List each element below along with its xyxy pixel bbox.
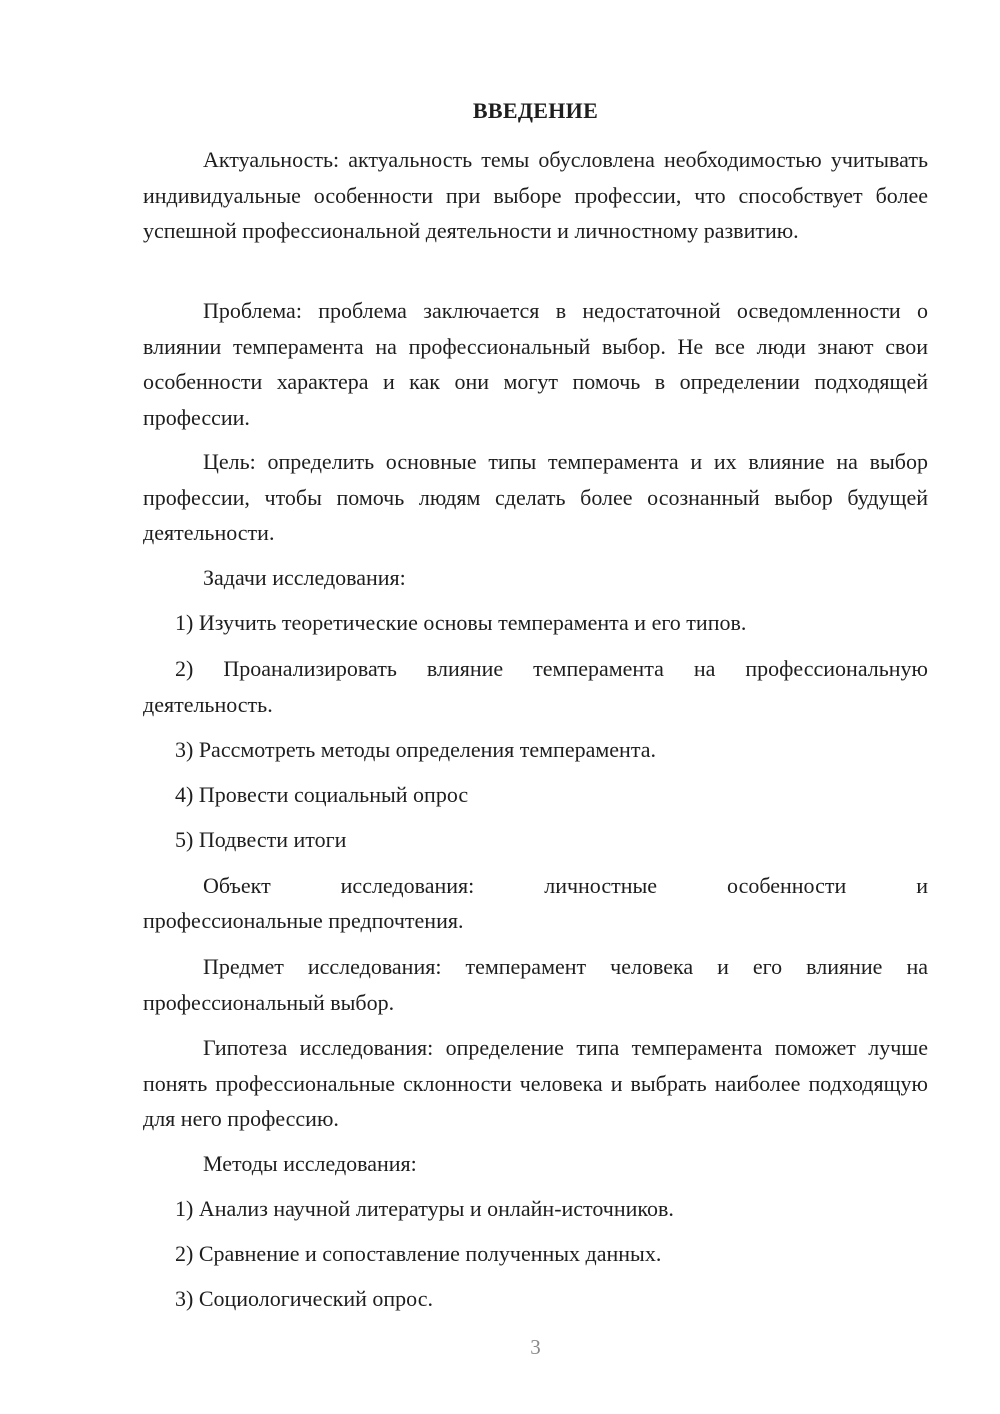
method-item-3: 3) Социологический опрос. — [175, 1286, 433, 1311]
paragraph-subject: Предмет исследования: темперамент человека и его влияние на профессиональный выбор. — [143, 954, 928, 1015]
paragraph-object-line-2: профессиональные предпочтения. — [143, 908, 464, 933]
page-number: 3 — [530, 1335, 541, 1359]
methods-heading: Методы исследования: — [203, 1151, 417, 1176]
paragraph-relevance: Актуальность: актуальность темы обусловлена необходимостью учитывать индивидуальные особенности при выборе профессии, что способствует более успешной профессиональной деятельности и личностному развитию. — [143, 147, 928, 243]
task-item-4: 4) Провести социальный опрос — [175, 782, 469, 807]
tasks-heading: Задачи исследования: — [203, 565, 406, 590]
task-item-2: 2) Проанализировать влияние темперамента на профессиональную деятельность. — [143, 656, 928, 717]
task-item-3: 3) Рассмотреть методы определения темперамента. — [175, 737, 656, 762]
paragraph-problem: Проблема: проблема заключается в недостаточной осведомленности о влиянии темперамента на профессиональный выбор. Не все люди знают свои особенности характера и как они могут помочь в определении подходящей профессии. — [143, 298, 928, 430]
method-item-1: 1) Анализ научной литературы и онлайн-источников. — [175, 1196, 674, 1221]
task-item-1: 1) Изучить теоретические основы темперамента и его типов. — [175, 610, 747, 635]
method-item-2: 2) Сравнение и сопоставление полученных данных. — [175, 1241, 662, 1266]
paragraph-hypothesis: Гипотеза исследования: определение типа темперамента поможет лучше понять профессиональные склонности человека и выбрать наиболее подходящую для него профессию. — [143, 1035, 928, 1131]
task-item-5: 5) Подвести итоги — [175, 827, 347, 852]
paragraph-object-line-1: Объект исследования: личностные особенности и — [203, 873, 928, 898]
document-page — [143, 0, 928, 1414]
paragraph-goal: Цель: определить основные типы темперамента и их влияние на выбор профессии, чтобы помочь людям сделать более осознанный выбор будущей деятельности. — [143, 449, 928, 545]
page-title: ВВЕДЕНИЕ — [472, 98, 599, 123]
